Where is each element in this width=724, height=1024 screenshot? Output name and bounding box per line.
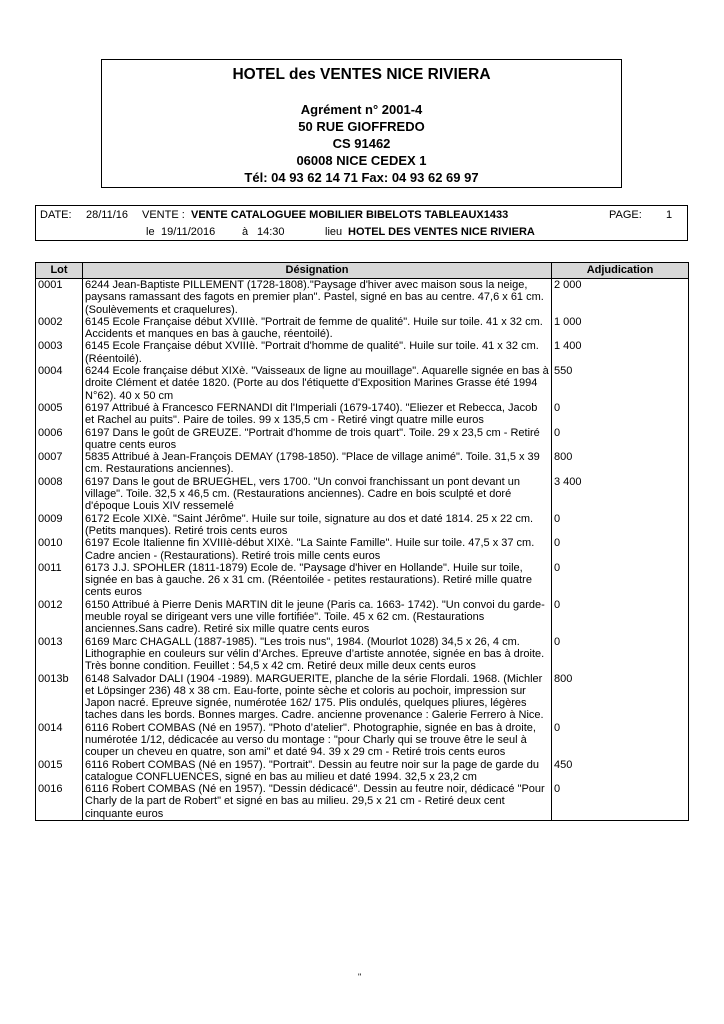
lieu-label: lieu xyxy=(325,226,343,238)
lot-cell: 0006 xyxy=(36,427,83,452)
adjudication-cell: 0 xyxy=(552,636,689,673)
designation-cell: 6148 Salvador DALI (1904 -1989). MARGUERITE, planche de la série Flordali. 1968. (Michler et Löpsinger 236) 48 x 38 cm. Eau-forte, pointe sèche et coloris au pochoir, impression sur Japon nacré. Epreuve signée, numérotée 162/ 175. Plis ondulés, quelques pliures, légères taches dans les bords. Bonnes marges. Cadre. ancienne provenance : Galerie Ferrero à Nice. xyxy=(83,673,552,722)
table-row xyxy=(36,599,689,636)
lot-header: Lot xyxy=(36,263,83,279)
vente-label: VENTE : xyxy=(142,209,185,221)
header-box xyxy=(101,59,622,188)
adjudication-cell: 1 400 xyxy=(552,340,689,365)
designation-cell: 6145 Ecole Française début XVIIIè. "Portrait de femme de qualité". Huile sur toile. 41 x 32 cm. Accidents et manques en bas à gauche, réentoilé). xyxy=(83,316,552,341)
designation-header: Désignation xyxy=(83,263,552,279)
table-row xyxy=(36,316,689,341)
auction-house-title: HOTEL des VENTES NICE RIVIERA xyxy=(232,66,491,83)
lot-cell: 0004 xyxy=(36,365,83,402)
table-row xyxy=(36,562,689,599)
designation-cell: 6197 Attribué à Francesco FERNANDI dit l'Imperiali (1679-1740). "Eliezer et Rebecca, Jacob et Rachel au puits". Paire de toiles. 99 x 135,5 cm - Retiré vingt quatre mille euros xyxy=(83,402,552,427)
lot-cell: 0012 xyxy=(36,599,83,636)
table-row xyxy=(36,476,689,513)
lots-table xyxy=(35,262,689,821)
table-row xyxy=(36,722,689,759)
table-row xyxy=(36,783,689,820)
lot-cell: 0001 xyxy=(36,279,83,316)
designation-cell: 6145 Ecole Française début XVIIIè. "Portrait d'homme de qualité". Huile sur toile. 41 x 32 cm. (Réentoilé). xyxy=(83,340,552,365)
sale-date: 19/11/2016 xyxy=(161,226,216,238)
page-mark: " xyxy=(358,972,362,982)
designation-cell: 6169 Marc CHAGALL (1887-1985). "Les trois nus", 1984. (Mourlot 1028) 34,5 x 26, 4 cm. Lithographie en couleurs sur vélin d’Arches. Epreuve d’artiste annotée, signée en bas à droite. Très bonne condition. Feuillet : 54,5 x 42 cm. Retiré deux mille deux cents euros xyxy=(83,636,552,673)
designation-cell: 6244 Jean-Baptiste PILLEMENT (1728-1808)."Paysage d'hiver avec maison sous la neige, paysans ramassant des fagots en premier plan". Pastel, signé en bas au centre. 47,6 x 61 cm. (Soulèvements et craquelures). xyxy=(83,279,552,316)
table-row xyxy=(36,279,689,316)
adjudication-cell: 1 000 xyxy=(552,316,689,341)
adjudication-cell: 800 xyxy=(552,673,689,722)
table-row xyxy=(36,759,689,784)
designation-cell: 6116 Robert COMBAS (Né en 1957). "Dessin dédicacé". Dessin au feutre noir, dédicacé "Pour Charly de la part de Robert" et signé en bas au milieu. 29,5 x 21 cm - Retiré deux cent cinquante euros xyxy=(83,783,552,820)
adjudication-cell: 0 xyxy=(552,537,689,562)
table-row xyxy=(36,451,689,476)
page-label: PAGE: xyxy=(609,209,642,221)
lot-cell: 0010 xyxy=(36,537,83,562)
adjudication-cell: 450 xyxy=(552,759,689,784)
designation-cell: 6172 Ecole XIXè. "Saint Jérôme". Huile sur toile, signature au dos et daté 1814. 25 x 22 cm. (Petits manques). Retiré trois cents euros xyxy=(83,513,552,538)
table-row xyxy=(36,365,689,402)
table-row xyxy=(36,340,689,365)
adjudication-header: Adjudication xyxy=(552,263,689,279)
adjudication-cell: 0 xyxy=(552,783,689,820)
table-row xyxy=(36,427,689,452)
le-label: le xyxy=(146,226,155,238)
lot-cell: 0005 xyxy=(36,402,83,427)
vente-title: VENTE CATALOGUEE MOBILIER BIBELOTS TABLEAUX1433 xyxy=(191,209,509,221)
date-label: DATE: xyxy=(40,209,72,221)
date-value: 28/11/16 xyxy=(86,209,129,221)
lot-cell: 0003 xyxy=(36,340,83,365)
adjudication-cell: 3 400 xyxy=(552,476,689,513)
lot-cell: 0014 xyxy=(36,722,83,759)
lots-body xyxy=(36,279,689,821)
lot-cell: 0013b xyxy=(36,673,83,722)
agrement-line: Agrément n° 2001-4 xyxy=(300,102,423,117)
designation-cell: 6197 Dans le goût de GREUZE. "Portrait d'homme de trois quart". Toile. 29 x 23,5 cm - Retiré quatre cents euros xyxy=(83,427,552,452)
designation-cell: 5835 Attribué à Jean-François DEMAY (1798-1850). "Place de village animé". Toile. 31,5 x 39 cm. Restaurations anciennes). xyxy=(83,451,552,476)
phone-fax-line: Tél: 04 93 62 14 71 Fax: 04 93 62 69 97 xyxy=(244,170,479,185)
designation-cell: 6197 Ecole Italienne fin XVIIIè-début XIXè. "La Sainte Famille". Huile sur toile. 47,5 x 37 cm. Cadre ancien - (Restaurations). Retiré trois mille cents euros xyxy=(83,537,552,562)
table-header-row xyxy=(36,263,689,279)
adjudication-cell: 0 xyxy=(552,722,689,759)
lot-cell: 0007 xyxy=(36,451,83,476)
table-row xyxy=(36,402,689,427)
lot-cell: 0013 xyxy=(36,636,83,673)
lot-cell: 0008 xyxy=(36,476,83,513)
designation-cell: 6244 Ecole française début XIXè. "Vaisseaux de ligne au mouillage". Aquarelle signée en bas à droite Clément et datée 1820. (Porte au dos l'étiquette d'Exposition Marines Grasse été 1994 N°62). 40 x 50 cm xyxy=(83,365,552,402)
adjudication-cell: 2 000 xyxy=(552,279,689,316)
designation-cell: 6116 Robert COMBAS (Né en 1957). "Photo d’atelier". Photographie, signée en bas à droite, numérotée 1/12, dédicacée au verso du montage : "pour Charly qui se trouve être le seul à couper un cheveu en quatre, son ami" et daté 94. 39 x 29 cm - Retiré trois cents euros xyxy=(83,722,552,759)
adjudication-cell: 550 xyxy=(552,365,689,402)
adjudication-cell: 0 xyxy=(552,599,689,636)
designation-cell: 6150 Attribué à Pierre Denis MARTIN dit le jeune (Paris ca. 1663- 1742). "Un convoi du garde-meuble royal se dirigeant vers une ville fortifiée". Toile. 45 x 62 cm. (Restaurations anciennes.Sans cadre). Retiré six mille quatre cents euros xyxy=(83,599,552,636)
adjudication-cell: 0 xyxy=(552,562,689,599)
lot-cell: 0011 xyxy=(36,562,83,599)
address-block xyxy=(102,101,621,186)
table-row xyxy=(36,513,689,538)
table-row xyxy=(36,537,689,562)
designation-cell: 6197 Dans le gout de BRUEGHEL, vers 1700. "Un convoi franchissant un pont devant un village". Toile. 32,5 x 46,5 cm. (Restaurations anciennes). Cadre en bois sculpté et doré d'époque Louis XIV ressemelé xyxy=(83,476,552,513)
sale-time: 14:30 xyxy=(257,226,285,238)
city-line: 06008 NICE CEDEX 1 xyxy=(296,153,427,168)
sale-info-box xyxy=(35,205,688,241)
lot-cell: 0009 xyxy=(36,513,83,538)
lieu-value: HOTEL DES VENTES NICE RIVIERA xyxy=(348,226,535,238)
adjudication-cell: 800 xyxy=(552,451,689,476)
adjudication-cell: 0 xyxy=(552,513,689,538)
lot-cell: 0002 xyxy=(36,316,83,341)
lot-cell: 0015 xyxy=(36,759,83,784)
table-row xyxy=(36,673,689,722)
lot-cell: 0016 xyxy=(36,783,83,820)
designation-cell: 6116 Robert COMBAS (Né en 1957). "Portrait". Dessin au feutre noir sur la page de garde du catalogue CONFLUENCES, signé en bas au milieu et daté 1994. 32,5 x 23,2 cm xyxy=(83,759,552,784)
table-row xyxy=(36,636,689,673)
street-line: 50 RUE GIOFFREDO xyxy=(298,119,425,134)
adjudication-cell: 0 xyxy=(552,402,689,427)
designation-cell: 6173 J.J. SPOHLER (1811-1879) Ecole de. "Paysage d'hiver en Hollande". Huile sur toile, signée en bas à gauche. 26 x 31 cm. (Réentoilée - petites restaurations). Retiré mille quatre cents euros xyxy=(83,562,552,599)
page-number: 1 xyxy=(666,209,673,221)
adjudication-cell: 0 xyxy=(552,427,689,452)
a-label: à xyxy=(242,226,249,238)
cs-line: CS 91462 xyxy=(332,136,391,151)
